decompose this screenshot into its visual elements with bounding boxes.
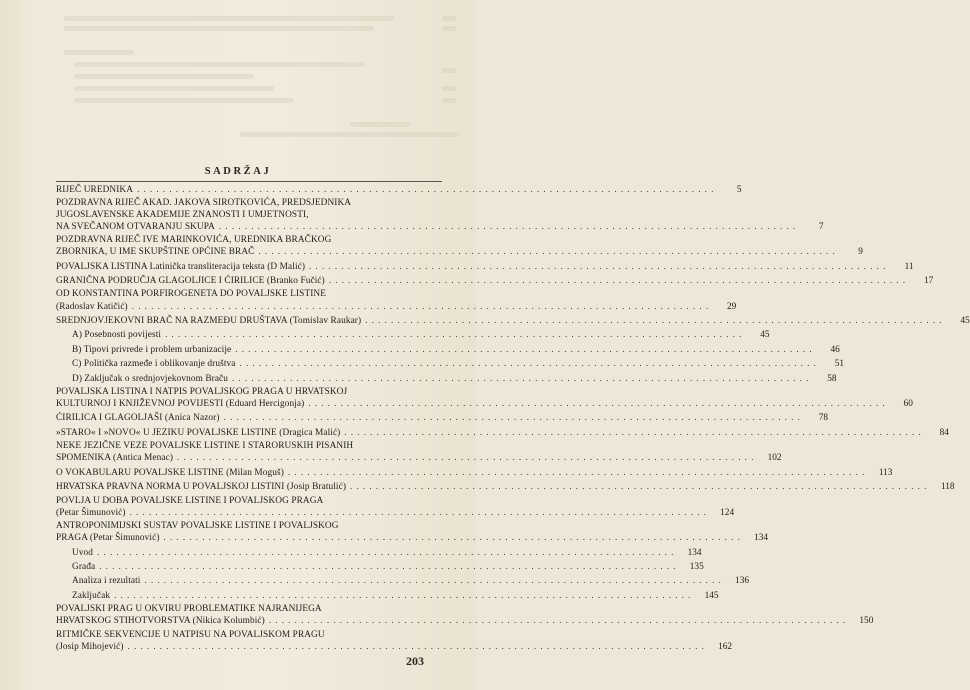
toc-entry-line — [56, 220, 824, 232]
toc-entry-title: (Josip Mihojević) — [56, 641, 124, 652]
toc-entry-title: POVALJSKI PRAG U OKVIRU PROBLEMATIKE NAJRANIJEGA — [56, 604, 322, 615]
toc-entry-title: NEKE JEZIČNE VEZE POVALJSKE LISTINE I STARORUSKIH PISANIH — [56, 441, 354, 452]
toc-entry-line — [56, 452, 782, 464]
toc-page-number: 46 — [830, 344, 840, 355]
toc-subentry — [56, 561, 704, 572]
toc-entry-title: (Radoslav Katičić) — [56, 301, 128, 312]
toc-entry-line — [56, 235, 442, 246]
toc-page-number: 29 — [726, 301, 737, 312]
toc-entry-line — [56, 387, 442, 398]
toc-page-number: 135 — [689, 562, 704, 572]
toc-entry-title: SREDNJOVJEKOVNI BRAČ NA RAZMEĐU DRUŠTAVA (Tomislav Raukar) — [56, 316, 362, 326]
toc-entry — [56, 386, 913, 410]
toc-subentry — [56, 343, 840, 355]
toc-page-number: 9 — [858, 247, 863, 258]
dot-leader: .......................................................................................... — [268, 615, 850, 626]
toc-entry-line — [56, 506, 735, 518]
toc-entry-title: ANTROPONIMIJSKI SUSTAV POVALJSKE LISTINE I POVALJSKOG — [56, 521, 339, 532]
dot-leader: .......................................................................................... — [365, 315, 946, 325]
toc-page-number: 78 — [818, 413, 829, 424]
toc-subentry — [56, 589, 719, 601]
toc-page-number: 134 — [754, 533, 769, 544]
toc-page-number: 162 — [718, 641, 733, 652]
toc-entry-line — [56, 315, 970, 326]
toc-entry-title: NA SVEČANOM OTVARANJU SKUPA — [56, 221, 215, 232]
toc-entry-title: KULTURNOJ I KNJIŽEVNOJ POVIJESTI (Eduard Hercigonja) — [56, 399, 305, 410]
toc-entry-line — [56, 246, 863, 258]
toc-entry-title: HRVATSKOG STIHOTVORSTVA (Nikica Kolumbić) — [56, 616, 265, 627]
toc-entry-line — [56, 426, 949, 438]
toc-entry — [56, 604, 874, 627]
toc-entry — [56, 466, 893, 478]
dot-leader: .......................................................................................... — [218, 220, 800, 231]
toc-page-number: 113 — [878, 467, 893, 478]
dot-leader: .......................................................................................... — [127, 640, 709, 651]
toc-page-number: 150 — [859, 616, 874, 627]
dot-leader: .......................................................................................... — [114, 589, 695, 600]
toc-entry-line — [56, 198, 442, 209]
toc-entry-title: POVALJSKA LISTINA Latinička transliteracija teksta (D Malić) — [56, 261, 306, 272]
toc-entry-title: A) Posebnosti povijesti — [72, 330, 162, 341]
toc-entry-line — [56, 630, 442, 641]
toc-entry-title: JUGOSLAVENSKE AKADEMIJE ZNANOSTI I UMJETNOSTI, — [56, 209, 309, 220]
dot-leader: .......................................................................................... — [163, 532, 745, 543]
toc-entry-title: GRANIČNA PODRUČJA GLAGOLJICE I ĆIRILICE (Branko Fučić) — [56, 276, 325, 287]
toc-entry-line — [56, 604, 442, 615]
dot-leader: .......................................................................................... — [129, 506, 711, 517]
reverse-page-bleed-through — [50, 10, 460, 138]
page-number: 203 — [406, 654, 424, 668]
toc-entry-line — [56, 466, 893, 478]
toc-page-number: 145 — [704, 590, 719, 601]
toc-page-number: 58 — [827, 373, 837, 384]
toc-entry-line — [56, 210, 442, 221]
toc-entry — [56, 289, 737, 312]
toc-entry — [56, 441, 782, 464]
toc-entry-title: (Petar Šimunović) — [56, 507, 126, 518]
toc-entry-line — [56, 184, 742, 195]
toc-entry — [56, 184, 742, 195]
toc-entry-title: C) Politička razmeđe i oblikovanje društva — [72, 359, 236, 370]
toc-page-number: 118 — [940, 482, 955, 493]
toc-subentry — [56, 575, 749, 587]
dot-leader: .......................................................................................... — [232, 372, 813, 383]
dot-leader: .......................................................................................... — [239, 358, 820, 369]
toc-entry-title: B) Tipovi privrede i problem urbanizacije — [72, 344, 232, 355]
toc-entry-title: Uvod — [72, 547, 94, 558]
toc-entry — [56, 275, 934, 287]
toc-entry-line — [56, 575, 749, 587]
toc-entry-line — [56, 372, 837, 384]
dot-leader: .......................................................................................... — [144, 575, 725, 586]
dot-leader: .......................................................................................... — [99, 561, 680, 571]
toc-entry — [56, 260, 914, 272]
toc-entry — [56, 426, 949, 438]
dot-leader: .......................................................................................... — [309, 260, 890, 271]
toc-subentry — [56, 358, 844, 370]
toc-entry-line — [56, 546, 702, 558]
toc-entry-line — [56, 561, 704, 572]
toc-entry — [56, 315, 970, 326]
toc-entry-line — [56, 275, 934, 287]
toc-entry-title: Zaključak — [72, 590, 111, 601]
toc-entry-title: POZDRAVNA RIJEČ AKAD. JAKOVA SIROTKOVIĆA, PREDSJEDNIKA — [56, 198, 352, 209]
toc-page-number: 84 — [939, 427, 949, 438]
toc-page-number: 102 — [767, 453, 782, 464]
toc-entry-line — [56, 260, 914, 272]
toc-page-number: 51 — [834, 359, 844, 370]
dot-leader: .......................................................................................... — [287, 466, 869, 477]
toc-entry-line — [56, 343, 840, 355]
dot-leader: .......................................................................................... — [131, 300, 713, 311]
toc-entry — [56, 198, 824, 232]
dot-leader: .......................................................................................... — [308, 398, 889, 409]
toc-subentry — [56, 546, 702, 558]
toc-entry-title: POVALJSKA LISTINA I NATPIS POVALJSKOG PRAGA U HRVATSKOJ — [56, 386, 348, 397]
dot-leader: .......................................................................................... — [235, 343, 816, 354]
dot-leader: .......................................................................................... — [350, 481, 931, 492]
toc-entry — [56, 481, 955, 493]
toc-page-number: 17 — [924, 276, 934, 287]
toc-entry-title: PRAGA (Petar Šimunović) — [56, 533, 160, 544]
toc-page-number: 124 — [720, 507, 735, 518]
toc-entry-title: SPOMENIKA (Antica Menac) — [56, 453, 174, 464]
toc-page-number: 45 — [960, 316, 970, 326]
toc-page-number: 134 — [687, 547, 702, 558]
toc-subentry — [56, 372, 837, 384]
toc-entry-line — [56, 289, 442, 300]
top-divider — [56, 181, 442, 182]
toc-entry — [56, 412, 829, 424]
toc-entry-line — [56, 589, 719, 601]
toc-entry-line — [56, 398, 913, 410]
toc-page-number: 136 — [735, 576, 749, 587]
toc-entry-title: ZBORNIKA, U IME SKUPŠTINE OPĆINE BRAČ — [56, 247, 255, 258]
toc-entry-line — [56, 640, 733, 652]
dot-leader: .......................................................................................... — [328, 275, 910, 286]
dot-leader: .......................................................................................... — [344, 426, 925, 437]
page-title: SADRŽAJ — [204, 166, 272, 177]
toc-entry-title: RIJEČ UREDNIKA — [56, 185, 134, 195]
toc-entry-title: Analiza i rezultati — [72, 576, 141, 587]
toc-entry-line — [56, 441, 442, 452]
toc-entry-title: POVLJA U DOBA POVALJSKE LISTINE I POVALJSKOG PRAGA — [56, 495, 324, 506]
dot-leader: .......................................................................................... — [223, 412, 805, 423]
toc-subentry — [56, 329, 770, 341]
toc-entry — [56, 521, 769, 544]
toc-entry-line — [56, 300, 737, 312]
dot-leader: .......................................................................................... — [97, 546, 678, 557]
toc-entry-title: RITMIČKE SEKVENCIJE U NATPISU NA POVALJSKOM PRAGU — [56, 629, 325, 640]
toc-entry-line — [56, 358, 844, 370]
toc-entry-line — [56, 481, 955, 493]
table-of-contents — [56, 184, 970, 655]
dot-leader: .......................................................................................... — [258, 246, 839, 257]
toc-entry-title: POZDRAVNA RIJEČ IVE MARINKOVIĆA, UREDNIKA BRAČKOG — [56, 235, 332, 246]
toc-page-number: 11 — [904, 261, 914, 272]
toc-page-number: 45 — [760, 330, 770, 341]
dot-leader: .......................................................................................... — [165, 329, 746, 340]
toc-entry-title: OD KONSTANTINA PORFIROGENETA DO POVALJSKE LISTINE — [56, 289, 327, 300]
toc-entry-line — [56, 532, 769, 544]
toc-entry — [56, 495, 735, 518]
toc-entry-title: D) Zaključak o srednjovjekovnom Braču — [72, 373, 229, 384]
toc-entry-title: ĆIRILICA I GLAGOLJAŠI (Anica Nazor) — [56, 413, 220, 424]
toc-entry-line — [56, 521, 442, 532]
toc-entry — [56, 629, 733, 652]
toc-entry-title: Građa — [72, 562, 96, 572]
toc-entry-title: »STARO« I »NOVO« U JEZIKU POVALJSKE LISTINE (Dragica Malić) — [56, 427, 341, 438]
dot-leader: .......................................................................................... — [137, 184, 718, 194]
toc-entry-line — [56, 496, 442, 507]
toc-entry-line — [56, 412, 829, 424]
toc-page-number: 5 — [736, 185, 742, 195]
dot-leader: .......................................................................................... — [177, 452, 758, 463]
toc-page-number: 60 — [903, 399, 913, 410]
toc-entry-line — [56, 329, 770, 341]
toc-entry-title: O VOKABULARU POVALJSKE LISTINE (Milan Moguš) — [56, 467, 284, 478]
toc-entry — [56, 235, 863, 258]
toc-entry-line — [56, 615, 874, 627]
toc-entry-title: HRVATSKA PRAVNA NORMA U POVALJSKOJ LISTINI (Josip Bratulić) — [56, 482, 347, 493]
toc-page-number: 7 — [818, 221, 824, 232]
